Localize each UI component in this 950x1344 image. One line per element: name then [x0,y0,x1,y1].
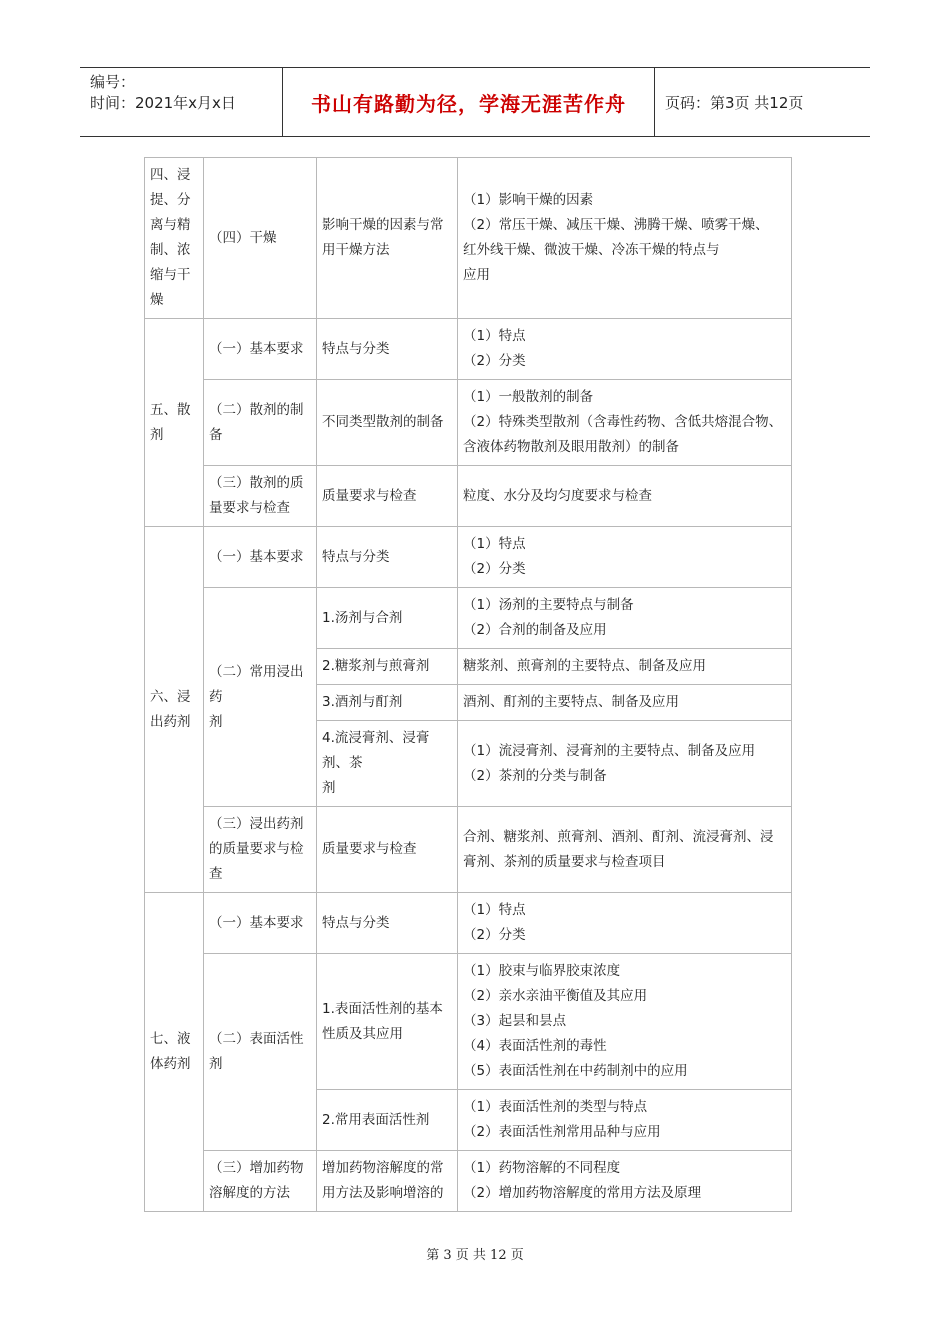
point-cell: （1）胶束与临界胶束浓度 （2）亲水亲油平衡值及其应用 （3）起昙和昙点 （4）表面活性剂的毒性 （5）表面活性剂在中药制剂中的应用 [458,954,792,1090]
table-row [145,380,792,466]
topic-cell: 特点与分类 [317,527,458,588]
unit-cell: （一）基本要求 [204,527,317,588]
point-cell: （1）汤剂的主要特点与制备 （2）合剂的制备及应用 [458,588,792,649]
chapter-cell: 五、散剂 [145,319,204,527]
point-cell: （1）表面活性剂的类型与特点 （2）表面活性剂常用品种与应用 [458,1090,792,1151]
topic-cell: 质量要求与检查 [317,807,458,893]
unit-cell: （三）增加药物溶解度的方法 [204,1151,317,1212]
topic-cell: 特点与分类 [317,893,458,954]
page-header [80,67,870,137]
unit-cell: （三）散剂的质量要求与检查 [204,466,317,527]
page-indicator: 页码：第3页 共12页 [665,93,804,112]
topic-cell: 质量要求与检查 [317,466,458,527]
table-row [145,527,792,588]
topic-cell: 增加药物溶解度的常用方法及影响增溶的 [317,1151,458,1212]
topic-cell: 影响干燥的因素与常用干燥方法 [317,158,458,319]
motto-text: 书山有路勤为径，学海无涯苦作舟 [311,91,626,116]
chapter-cell: 四、浸提、分离与精制、浓缩与干燥 [145,158,204,319]
point-cell: 粒度、水分及均匀度要求与检查 [458,466,792,527]
topic-cell: 不同类型散剂的制备 [317,380,458,466]
point-cell: （1）药物溶解的不同程度 （2）增加药物溶解度的常用方法及原理 [458,1151,792,1212]
table-row [145,319,792,380]
table-row [145,954,792,1090]
unit-cell: （一）基本要求 [204,893,317,954]
chapter-cell: 七、液体药剂 [145,893,204,1212]
table-row [145,588,792,649]
point-cell: （1）影响干燥的因素 （2）常压干燥、减压干燥、沸腾干燥、喷雾干燥、 红外线干燥、微波干燥、冷冻干燥的特点与 应用 [458,158,792,319]
unit-cell: （二）常用浸出药 剂 [204,588,317,807]
unit-cell: （三）浸出药剂的质量要求与检查 [204,807,317,893]
topic-cell: 1.表面活性剂的基本性质及其应用 [317,954,458,1090]
point-cell: 合剂、糖浆剂、煎膏剂、酒剂、酊剂、流浸膏剂、浸膏剂、茶剂的质量要求与检查项目 [458,807,792,893]
page-footer: 第 3 页 共 12 页 [426,1248,524,1263]
chapter-cell: 六、浸出药剂 [145,527,204,893]
table-row [145,1151,792,1212]
point-cell: （1）特点 （2）分类 [458,527,792,588]
syllabus-table [144,157,792,1212]
point-cell: 酒剂、酊剂的主要特点、制备及应用 [458,685,792,721]
date-label: 时间：2021年x月x日 [90,94,236,112]
topic-cell: 3.酒剂与酊剂 [317,685,458,721]
unit-cell: （二）表面活性 剂 [204,954,317,1151]
topic-cell: 1.汤剂与合剂 [317,588,458,649]
point-cell: （1）特点 （2）分类 [458,893,792,954]
point-cell: （1）流浸膏剂、浸膏剂的主要特点、制备及应用 （2）茶剂的分类与制备 [458,721,792,807]
unit-cell: （一）基本要求 [204,319,317,380]
topic-cell: 4.流浸膏剂、浸膏剂、茶 剂 [317,721,458,807]
unit-cell: （四）干燥 [204,158,317,319]
number-label: 编号： [90,73,136,91]
header-motto-cell [282,68,655,136]
table-row [145,807,792,893]
topic-cell: 2.常用表面活性剂 [317,1090,458,1151]
table-row [145,158,792,319]
table-row [145,466,792,527]
unit-cell: （二）散剂的制备 [204,380,317,466]
point-cell: （1）一般散剂的制备 （2）特殊类型散剂（含毒性药物、含低共熔混合物、含液体药物散剂及眼用散剂）的制备 [458,380,792,466]
point-cell: 糖浆剂、煎膏剂的主要特点、制备及应用 [458,649,792,685]
point-cell: （1）特点 （2）分类 [458,319,792,380]
topic-cell: 特点与分类 [317,319,458,380]
table-row [145,893,792,954]
header-meta [80,68,282,136]
topic-cell: 2.糖浆剂与煎膏剂 [317,649,458,685]
